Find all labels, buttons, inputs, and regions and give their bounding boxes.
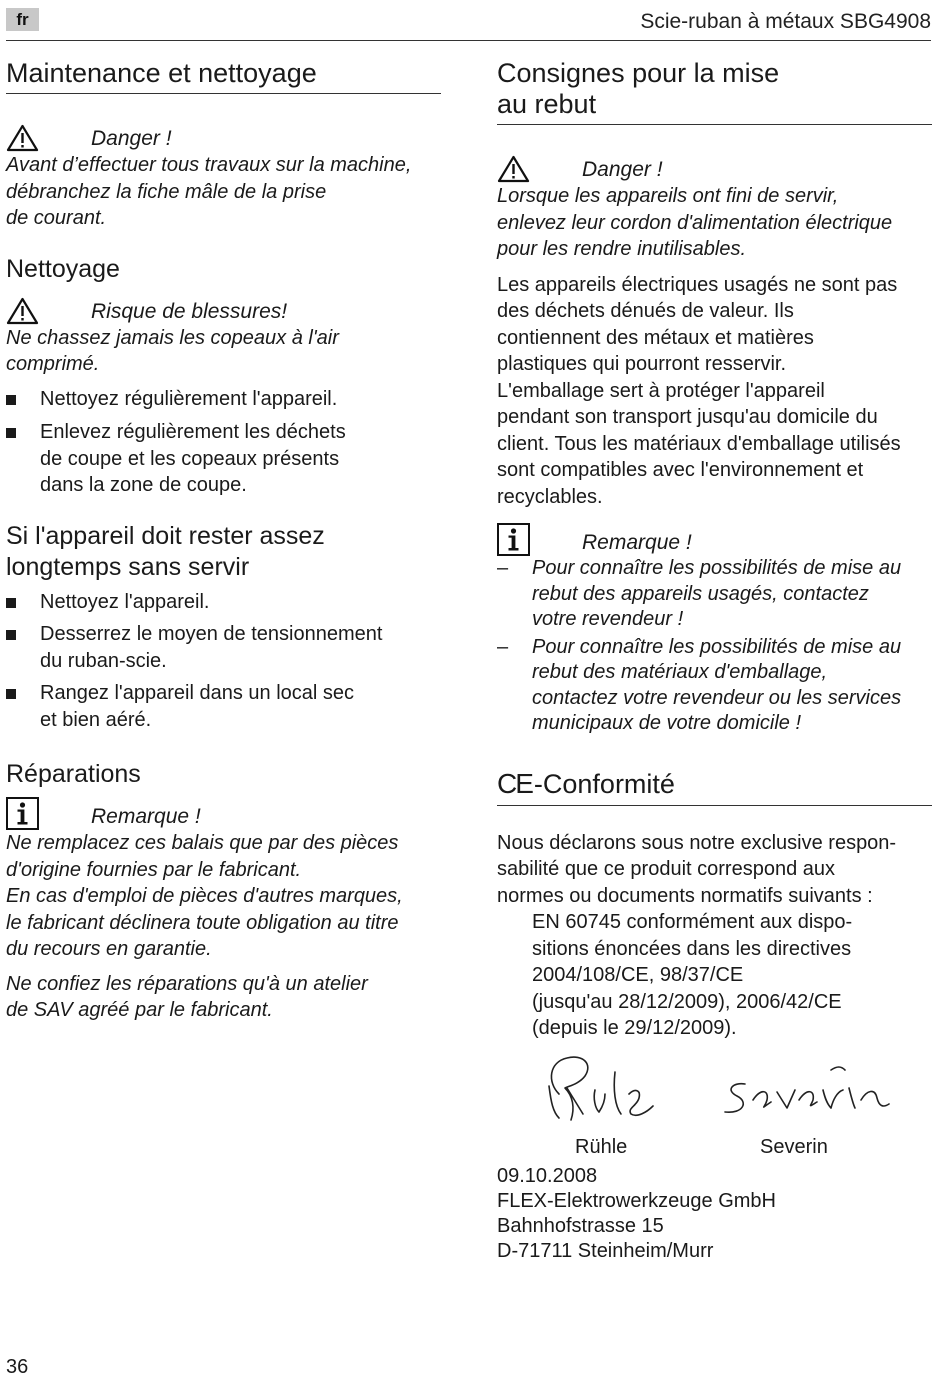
danger-warning [6, 116, 441, 152]
city: D-71711 Steinheim/Murr [497, 1239, 714, 1262]
page-number: 36 [6, 1356, 29, 1378]
bullet-square-icon [6, 689, 16, 699]
bullet-square-icon [6, 395, 16, 405]
info-icon [497, 523, 530, 556]
injury-text: Ne chassez jamais les copeaux à l'air comprimé. [6, 326, 339, 375]
danger-text: Avant d’effectuer tous travaux sur la machine, débranchez la fiche mâle de la prise de courant. [6, 154, 412, 229]
language-badge: fr [6, 8, 39, 31]
repair-text: Ne confiez les réparations qu'à un atelier de SAV agréé par le fabricant. [6, 972, 368, 1021]
conformity-text: Nous déclarons sous notre exclusive respon- sabilité que ce produit correspond aux normes ou documents normatifs suivants : [497, 831, 897, 907]
injury-warning [6, 289, 441, 325]
standard-text: EN 60745 conformément aux dispo- sitions énoncées dans les directives 2004/108/CE, 98/37/CE (jusqu'au 28/12/2009), 2006/42/CE (depuis le 29/12/2009). [532, 911, 853, 1039]
storage-title: Si l'appareil doit rester assez longtemps sans servir [6, 521, 325, 581]
ce-mark-icon: CE [497, 767, 532, 799]
warning-triangle-icon [6, 297, 39, 325]
repairs-title: Réparations [6, 760, 141, 788]
danger-warning [497, 147, 932, 183]
date: 09.10.2008 [497, 1164, 598, 1187]
right-column [497, 58, 932, 1264]
list-item: – Pour connaître les possibilités de mise au rebut des appareils usagés, contactez votre revendeur ! [497, 557, 902, 630]
note-label: Remarque ! [91, 805, 201, 828]
bullet-square-icon [6, 630, 16, 640]
info-icon [6, 797, 39, 830]
signatory-name: Rühle [575, 1135, 628, 1158]
danger-text: Lorsque les appareils ont fini de servir, enlevez leur cordon d'alimentation électrique pour les rendre inutilisables. [497, 185, 893, 260]
company-name: FLEX-Elektrowerkzeuge GmbH [497, 1189, 776, 1212]
list-item: Nettoyez régulièrement l'appareil. [6, 386, 441, 413]
bullet-square-icon [6, 598, 16, 608]
warning-triangle-icon [497, 155, 530, 183]
warning-triangle-icon [6, 124, 39, 152]
company-address [497, 1164, 932, 1264]
note-text: Ne remplacez ces balais que par des pièces d'origine fournies par le fabricant. En cas d'emploi de pièces d'autres marques, le fabricant déclinera toute obligation au titre du recours en garantie. [6, 832, 403, 960]
danger-label: Danger ! [582, 158, 663, 181]
note-label: Remarque ! [582, 531, 692, 554]
conformity-title: CE -Conformité [497, 767, 932, 806]
street: Bahnhofstrasse 15 [497, 1214, 664, 1237]
list-item: Rangez l'appareil dans un local sec et bien aéré. [6, 680, 441, 733]
list-item: – Pour connaître les possibilités de mise au rebut des matériaux d'emballage, contactez votre revendeur ou les services municipaux de votre domicile ! [497, 635, 902, 734]
signatory-names [497, 1134, 932, 1160]
handwritten-signatures [497, 1042, 932, 1134]
disposal-title: Consignes pour la mise au rebut [497, 58, 932, 125]
injury-label: Risque de blessures! [91, 299, 288, 323]
signatory-name: Severin [760, 1135, 828, 1158]
list-item: Nettoyez l'appareil. [6, 589, 441, 616]
left-column [6, 58, 441, 1024]
disposal-text: Les appareils électriques usagés ne sont pas des déchets dénués de valeur. Ils contiennent des métaux et matières plastiques qui pourront resservir. L'emballage sert à protéger l'appareil pendant son transport jusqu'au domicile du client. Tous les matériaux d'emballage utilisés sont compatibles avec l'environnement et recyclables. [497, 273, 901, 508]
disposal-note [497, 520, 932, 556]
repair-note [6, 794, 441, 830]
header-rule [6, 40, 931, 41]
danger-label: Danger ! [91, 127, 172, 150]
maintenance-title: Maintenance et nettoyage [6, 58, 441, 94]
signatures [497, 1042, 932, 1134]
cleaning-title: Nettoyage [6, 254, 120, 283]
list-item: Desserrez le moyen de tensionnement du ruban-scie. [6, 621, 441, 674]
bullet-square-icon [6, 428, 16, 438]
document-title: Scie-ruban à métaux SBG4908 [640, 10, 931, 33]
list-item: Enlevez régulièrement les déchets de coupe et les copeaux présents dans la zone de coupe. [6, 419, 441, 499]
